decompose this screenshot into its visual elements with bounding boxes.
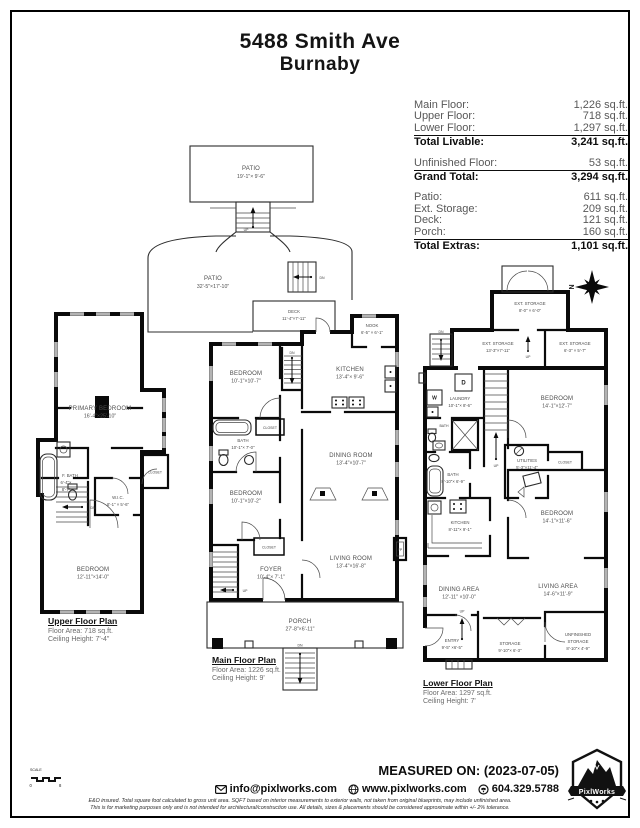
room-label-dining: DINING ROOM xyxy=(329,453,373,459)
email-item xyxy=(215,783,337,795)
room-dims-utilities: 5'-3"×11'-4" xyxy=(516,465,538,470)
upper-plan-area: Floor Area: 718 sq.ft. xyxy=(48,627,113,635)
website-text: www.pixlworks.com xyxy=(361,783,467,795)
room-label-ext-storage-a: EXT. STORAGE xyxy=(514,301,546,306)
lower-plan-title: Lower Floor Plan xyxy=(423,678,493,688)
room-dims-unfinished-storage: 8'-10"× 4'-9" xyxy=(566,646,590,651)
summary-row: Deck: 121 sq.ft. xyxy=(414,214,628,227)
up-marker: UP xyxy=(525,355,531,359)
room-dims-bath-b: 8'-10"× 6'-9" xyxy=(441,479,465,484)
room-label-bath-a: BATH xyxy=(439,424,449,428)
room-dims-bath: 10'-1"× 7'-0" xyxy=(231,445,255,450)
room-label-dining-area: DINING AREA xyxy=(438,587,480,593)
room-label-kitchen: KITCHEN xyxy=(450,520,470,525)
summary-grand-total: Grand Total: 3,294 sq.ft. xyxy=(414,171,628,184)
scale-bar xyxy=(28,766,78,790)
summary-row: Lower Floor: 1,297 sq.ft. xyxy=(414,121,628,134)
room-label-bedroom-a: BEDROOM xyxy=(229,371,263,377)
room-dims-foyer: 10'-4"× 7'-1" xyxy=(256,574,286,581)
room-label-bedroom-a: BEDROOM xyxy=(540,396,574,402)
room-dims-storage: 9'-10"× 6'-3" xyxy=(498,648,522,653)
summary-row: Ext. Storage: 209 sq.ft. xyxy=(414,202,628,215)
room-dims-bedroom-b: 14'-1"×11'-6" xyxy=(542,518,572,525)
closet-label: CLOSET xyxy=(261,545,277,550)
washer-label: W xyxy=(432,395,437,402)
room-label-patio-top: PATIO xyxy=(241,166,261,172)
room-label-bedroom-b: BEDROOM xyxy=(229,491,263,497)
summary-row: Main Floor: 1,226 sq.ft. xyxy=(414,99,628,111)
summary-row: Porch: 160 sq.ft. xyxy=(414,225,628,238)
room-label-storage: STORAGE xyxy=(499,641,521,646)
pixlworks-logo xyxy=(567,748,627,812)
dn-marker: DN xyxy=(319,276,325,280)
logo-text: PixlWorks xyxy=(578,788,616,796)
room-dims-entry: 9'-5" ×6'-5" xyxy=(441,645,463,650)
fireplace-label: FP xyxy=(397,548,403,552)
disclaimer-line-2: This is for marketing purposes only and is not intended for architectural/construction use. All details, sizes & placements should be considered approximate within +/- 2% tolerance. xyxy=(90,804,510,811)
email-icon xyxy=(215,785,227,794)
room-dims-primary-bedroom: 16'-4"×25'-10" xyxy=(83,413,117,420)
north-arrow xyxy=(569,270,609,304)
room-label-primary-bedroom: PRIMARY BEDROOM xyxy=(68,406,132,412)
room-label-ext-storage-c: EXT. STORAGE xyxy=(559,341,591,346)
room-label-patio-main: PATIO xyxy=(203,276,223,282)
summary-row: Unfinished Floor: 53 sq.ft. xyxy=(414,156,628,169)
main-plan-caption xyxy=(212,656,281,684)
summary-total-extras: Total Extras: 1,101 sq.ft. xyxy=(414,240,628,253)
scale-start: 0 xyxy=(29,783,32,788)
up-marker: UP xyxy=(493,464,499,468)
room-dims-ext-storage-a: 8'-0" × 6'-0" xyxy=(518,308,542,313)
room-label-unfinished-storage: UNFINISHED xyxy=(564,632,592,637)
room-label-living-area: LIVING AREA xyxy=(538,584,578,590)
room-label-foyer: FOYER xyxy=(260,567,282,573)
area-summary xyxy=(414,100,628,252)
lower-plan-area: Floor Area: 1297 sq.ft. xyxy=(423,689,492,697)
room-dims-laundry: 10'-1"× 8'-6" xyxy=(448,403,472,408)
disclaimer xyxy=(40,798,560,811)
room-label-laundry: LAUNDRY xyxy=(449,396,471,401)
room-dims-bedroom: 12'-11"×14'-0" xyxy=(77,574,109,581)
main-plan-title: Main Floor Plan xyxy=(212,655,276,665)
lower-plan-caption xyxy=(423,679,493,707)
room-dims-bedroom-b: 10'-1"×10'-2" xyxy=(231,498,261,505)
north-label: N xyxy=(569,284,576,290)
up-marker: UP xyxy=(242,589,248,593)
room-dims-bedroom-a: 14'-1"×12'-7" xyxy=(542,403,572,410)
up-marker: UP xyxy=(459,609,465,614)
phone-icon xyxy=(478,784,489,795)
room-dims-patio-top: 19'-1"× 9'-6" xyxy=(236,174,266,180)
room-dims-living: 13'-4"×16'-8" xyxy=(336,563,366,570)
room-label-porch: PORCH xyxy=(288,619,312,625)
summary-row: Patio: 611 sq.ft. xyxy=(414,191,628,204)
room-label-bedroom: BEDROOM xyxy=(76,567,110,573)
main-walls xyxy=(211,316,406,600)
room-dims-bedroom-a: 10'-1"×10'-7" xyxy=(231,378,261,385)
room-label-bath-b: BATH xyxy=(447,472,459,477)
main-plan-ceiling: Ceiling Height: 9' xyxy=(212,675,265,683)
room-dims-full-bath: 8'-7" xyxy=(61,487,71,492)
contact-row xyxy=(215,783,559,795)
room-label-deck: DECK xyxy=(288,309,300,314)
room-dims-full-bath: 6'-4"× xyxy=(60,480,72,485)
measured-on: MEASURED ON: (2023-07-05) xyxy=(378,763,559,778)
dn-marker: DN xyxy=(289,351,295,355)
website-item xyxy=(348,783,467,795)
room-label-unfinished-storage: STORAGE xyxy=(567,639,589,644)
closet-label: CLOSET xyxy=(147,470,163,475)
room-dims-wic: 8'-1" × 5'-6" xyxy=(106,502,130,507)
scale-label: SCALE xyxy=(30,768,42,772)
address-line: 5488 Smith Ave xyxy=(239,30,401,53)
up-marker: UP xyxy=(243,228,249,232)
room-dims-ext-storage-c: 6'-3" × 5'-7" xyxy=(563,348,587,353)
page-title xyxy=(120,30,520,76)
upper-plan-caption xyxy=(48,617,117,645)
dn-marker: DN xyxy=(90,506,96,510)
room-dims-living-area: 14'-6"×11'-9" xyxy=(543,591,573,598)
room-dims-dining: 13'-4"×10'-7" xyxy=(336,460,366,467)
room-dims-ext-storage-b: 13'-3"×7'-11" xyxy=(485,348,511,353)
lower-plan-ceiling: Ceiling Height: 7' xyxy=(423,698,476,706)
scale-end: 8 xyxy=(59,783,62,788)
disclaimer-line-1: E&O insured. Total square foot calculated to gross unit area. SQFT based on interior measurements to exterior walls, not taken from original blueprints, may include unfinished area. xyxy=(88,798,512,804)
room-dims-porch: 27'-8"×6'-11" xyxy=(285,626,315,633)
room-dims-kitchen: 13'-4"× 9'-6" xyxy=(335,374,365,381)
room-label-living: LIVING ROOM xyxy=(329,556,373,562)
room-dims-kitchen: 8'-11"× 9'-1" xyxy=(448,527,472,532)
dryer-label: D xyxy=(461,380,466,387)
summary-row: Upper Floor: 718 sq.ft. xyxy=(414,110,628,123)
room-label-full-bath: F. BATH xyxy=(62,473,78,478)
upper-plan-ceiling: Ceiling Height: 7'-4" xyxy=(48,636,110,644)
lower-floor-plan-drawing xyxy=(415,255,630,675)
room-label-ext-storage-b: EXT. STORAGE xyxy=(482,341,514,346)
room-label-entry: ENTRY xyxy=(444,638,460,643)
room-label-wic: W.I.C. xyxy=(112,495,124,500)
room-dims-nook: 6'-5" × 6'-1" xyxy=(360,330,384,335)
email-text: info@pixlworks.com xyxy=(229,783,337,795)
room-label-bedroom-b: BEDROOM xyxy=(540,511,574,517)
summary-total-livable: Total Livable: 3,241 sq.ft. xyxy=(414,136,628,149)
main-floor-plan-drawing xyxy=(140,140,425,700)
closet-label: CLOSET xyxy=(557,460,573,465)
main-plan-area: Floor Area: 1226 sq.ft. xyxy=(212,666,281,674)
dn-marker: DN xyxy=(297,643,303,648)
room-label-utilities: UTILITIES xyxy=(516,458,538,463)
room-dims-dining-area: 12'-11" ×10'-0" xyxy=(442,594,476,601)
room-dims-deck: 11'-4"×7'-11" xyxy=(282,316,306,321)
room-label-nook: NOOK xyxy=(365,323,379,328)
phone-item xyxy=(478,783,559,795)
upper-plan-title: Upper Floor Plan xyxy=(48,616,118,626)
dn-marker: DN xyxy=(438,330,444,334)
room-label-kitchen: KITCHEN xyxy=(336,367,364,373)
room-dims-patio-main: 32'-5"×17'-10" xyxy=(196,284,230,290)
globe-icon xyxy=(348,784,359,795)
closet-label: CLOSET xyxy=(262,426,278,430)
phone-text: 604.329.5788 xyxy=(491,783,559,795)
room-label-bath: BATH xyxy=(237,438,249,443)
city-line: Burnaby xyxy=(279,54,361,75)
lower-vestibule xyxy=(502,266,553,292)
